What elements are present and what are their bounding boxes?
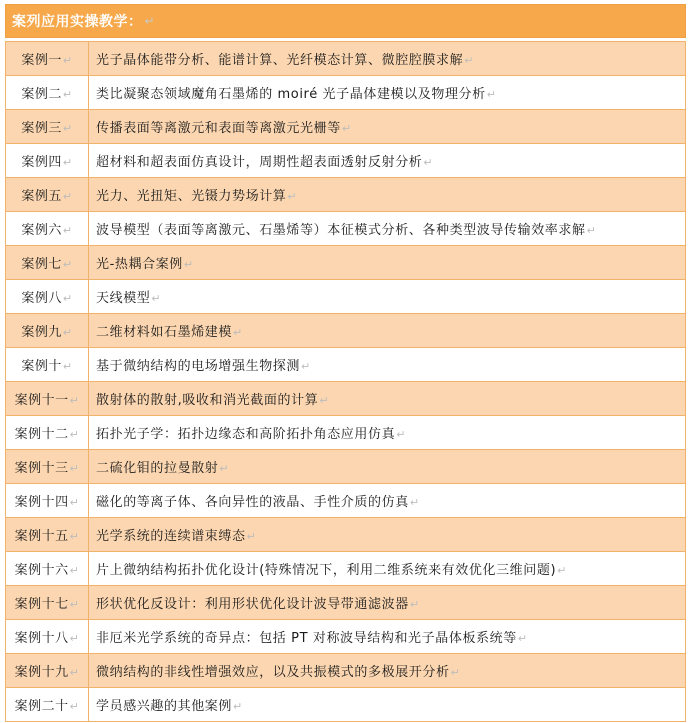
case-number-cell [6,382,89,416]
case-description: 光学系统的连续谱束缚态 [96,529,246,544]
case-description-cell [89,484,686,518]
case-number-cell [6,688,89,722]
cell-mark-icon: ↵ [62,122,73,135]
table-row [6,212,686,246]
case-description: 形状优化反设计：利用形状优化设计波导带通滤波器 [96,597,409,612]
paragraph-mark-icon: ↵ [341,122,352,135]
paragraph-mark-icon: ↵ [486,88,497,101]
table-row [6,586,686,620]
paragraph-mark-icon: ↵ [464,54,475,67]
case-number: 案例十六 [14,563,69,578]
case-number: 案例一 [21,53,62,68]
paragraph-mark-icon: ↵ [233,700,243,713]
paragraph-mark-icon: ↵ [144,14,156,28]
paragraph-mark-icon: ↵ [409,598,420,611]
case-description-cell [89,552,686,586]
case-number-cell [6,212,89,246]
case-description: 波导模型（表面等离激元、石墨烯等）本征模式分析、各种类型波导传输效率求解 [96,223,586,238]
case-description-cell [89,76,686,110]
case-description: 类比凝聚态领域魔角石墨烯的 moiré 光子晶体建模以及物理分析 [96,87,486,102]
table-row [6,654,686,688]
paragraph-mark-icon: ↵ [396,428,407,441]
case-number-cell [6,450,89,484]
case-description-cell [89,144,686,178]
case-description-cell [89,654,686,688]
paragraph-mark-icon: ↵ [409,496,420,509]
table-row [6,484,686,518]
case-number: 案例五 [21,189,62,204]
case-description: 超材料和超表面仿真设计，周期性超表面透射反射分析 [96,155,423,170]
paragraph-mark-icon: ↵ [517,632,528,645]
cell-mark-icon: ↵ [69,496,80,509]
cell-mark-icon: ↵ [62,88,73,101]
case-description-cell [89,416,686,450]
case-number-cell [6,518,89,552]
case-number: 案例七 [21,257,62,272]
case-description-cell [89,246,686,280]
paragraph-mark-icon: ↵ [423,156,434,169]
table-row [6,518,686,552]
paragraph-mark-icon: ↵ [233,326,243,339]
case-description: 学员感兴趣的其他案例 [96,699,233,714]
case-description: 天线模型 [96,291,151,306]
case-description-cell [89,518,686,552]
case-description: 光力、光扭矩、光镊力势场计算 [96,189,287,204]
cell-mark-icon: ↵ [69,394,80,407]
case-description: 传播表面等离激元和表面等离激元光栅等 [96,121,341,136]
paragraph-mark-icon: ↵ [301,360,311,373]
case-description: 散射体的散射,吸收和消光截面的计算 [96,393,319,408]
case-number: 案例三 [21,121,62,136]
case-number-cell [6,42,89,76]
cell-mark-icon: ↵ [69,598,80,611]
case-number: 案例二十 [14,699,69,714]
paragraph-mark-icon: ↵ [287,190,298,203]
cell-mark-icon: ↵ [62,190,73,203]
cell-mark-icon: ↵ [69,564,80,577]
case-description-cell [89,586,686,620]
table-row [6,348,686,382]
case-number: 案例十一 [14,393,69,408]
table-row [6,280,686,314]
case-number-cell [6,586,89,620]
paragraph-mark-icon: ↵ [586,224,597,237]
case-number: 案例十五 [14,529,69,544]
case-table [5,41,686,722]
case-number: 案例十二 [14,427,69,442]
case-number-cell [6,110,89,144]
table-row [6,620,686,654]
case-number-cell [6,280,89,314]
case-description: 光-热耦合案例 [96,257,183,272]
case-description: 非厄米光学系统的奇异点：包括 PT 对称波导结构和光子晶体板系统等 [96,631,517,646]
case-description-cell [89,688,686,722]
case-description: 片上微纳结构拓扑优化设计(特殊情况下，利用二维系统来有效优化三维问题) [96,563,557,578]
case-table-body [6,42,686,722]
case-number: 案例四 [21,155,62,170]
case-number-cell [6,620,89,654]
case-number-cell [6,416,89,450]
case-number-cell [6,654,89,688]
cell-mark-icon: ↵ [62,292,73,305]
case-number: 案例六 [21,223,62,238]
case-number: 案例十三 [14,461,69,476]
cell-mark-icon: ↵ [62,360,73,373]
table-row [6,552,686,586]
case-number-cell [6,348,89,382]
case-teaching-page [5,4,686,722]
paragraph-mark-icon: ↵ [246,530,257,543]
case-number: 案例二 [21,87,62,102]
case-number-cell [6,552,89,586]
paragraph-mark-icon: ↵ [219,462,230,475]
cell-mark-icon: ↵ [62,54,73,67]
table-row [6,246,686,280]
case-description: 二硫化钼的拉曼散射 [96,461,219,476]
case-description-cell [89,382,686,416]
case-number-cell [6,178,89,212]
paragraph-mark-icon: ↵ [151,292,162,305]
case-description: 拓扑光子学：拓扑边缘态和高阶拓扑角态应用仿真 [96,427,396,442]
table-row [6,416,686,450]
cell-mark-icon: ↵ [69,632,80,645]
case-number: 案例十 [21,359,62,374]
table-row [6,76,686,110]
section-header [5,4,686,38]
cell-mark-icon: ↵ [62,224,73,237]
case-description-cell [89,450,686,484]
table-row [6,178,686,212]
case-description-cell [89,348,686,382]
case-number: 案例八 [21,291,62,306]
cell-mark-icon: ↵ [62,156,73,169]
case-number: 案例十九 [14,665,69,680]
case-description-cell [89,314,686,348]
case-description-cell [89,620,686,654]
case-number: 案例十四 [14,495,69,510]
cell-mark-icon: ↵ [69,700,80,713]
case-number-cell [6,144,89,178]
case-description: 二维材料如石墨烯建模 [96,325,233,340]
case-number-cell [6,76,89,110]
table-row [6,450,686,484]
table-row [6,144,686,178]
paragraph-mark-icon: ↵ [557,564,567,577]
case-description-cell [89,110,686,144]
table-row [6,382,686,416]
case-description-cell [89,42,686,76]
cell-mark-icon: ↵ [69,530,80,543]
table-row [6,314,686,348]
case-number: 案例十七 [14,597,69,612]
cell-mark-icon: ↵ [62,326,73,339]
cell-mark-icon: ↵ [69,666,80,679]
case-description-cell [89,178,686,212]
case-description: 微纳结构的非线性增强效应，以及共振模式的多极展开分析 [96,665,450,680]
paragraph-mark-icon: ↵ [450,666,461,679]
case-description-cell [89,212,686,246]
paragraph-mark-icon: ↵ [319,394,330,407]
paragraph-mark-icon: ↵ [183,258,194,271]
case-number-cell [6,246,89,280]
case-description: 基于微纳结构的电场增强生物探测 [96,359,301,374]
table-row [6,688,686,722]
case-description: 光子晶体能带分析、能谱计算、光纤模态计算、微腔腔膜求解 [96,53,464,68]
cell-mark-icon: ↵ [69,462,80,475]
table-row [6,110,686,144]
table-row [6,42,686,76]
case-number: 案例九 [21,325,62,340]
section-title: 案列应用实操教学： [12,14,143,30]
cell-mark-icon: ↵ [62,258,73,271]
case-description-cell [89,280,686,314]
cell-mark-icon: ↵ [69,428,80,441]
case-number-cell [6,484,89,518]
case-description: 磁化的等离子体、各向异性的液晶、手性介质的仿真 [96,495,409,510]
case-number-cell [6,314,89,348]
case-number: 案例十八 [14,631,69,646]
